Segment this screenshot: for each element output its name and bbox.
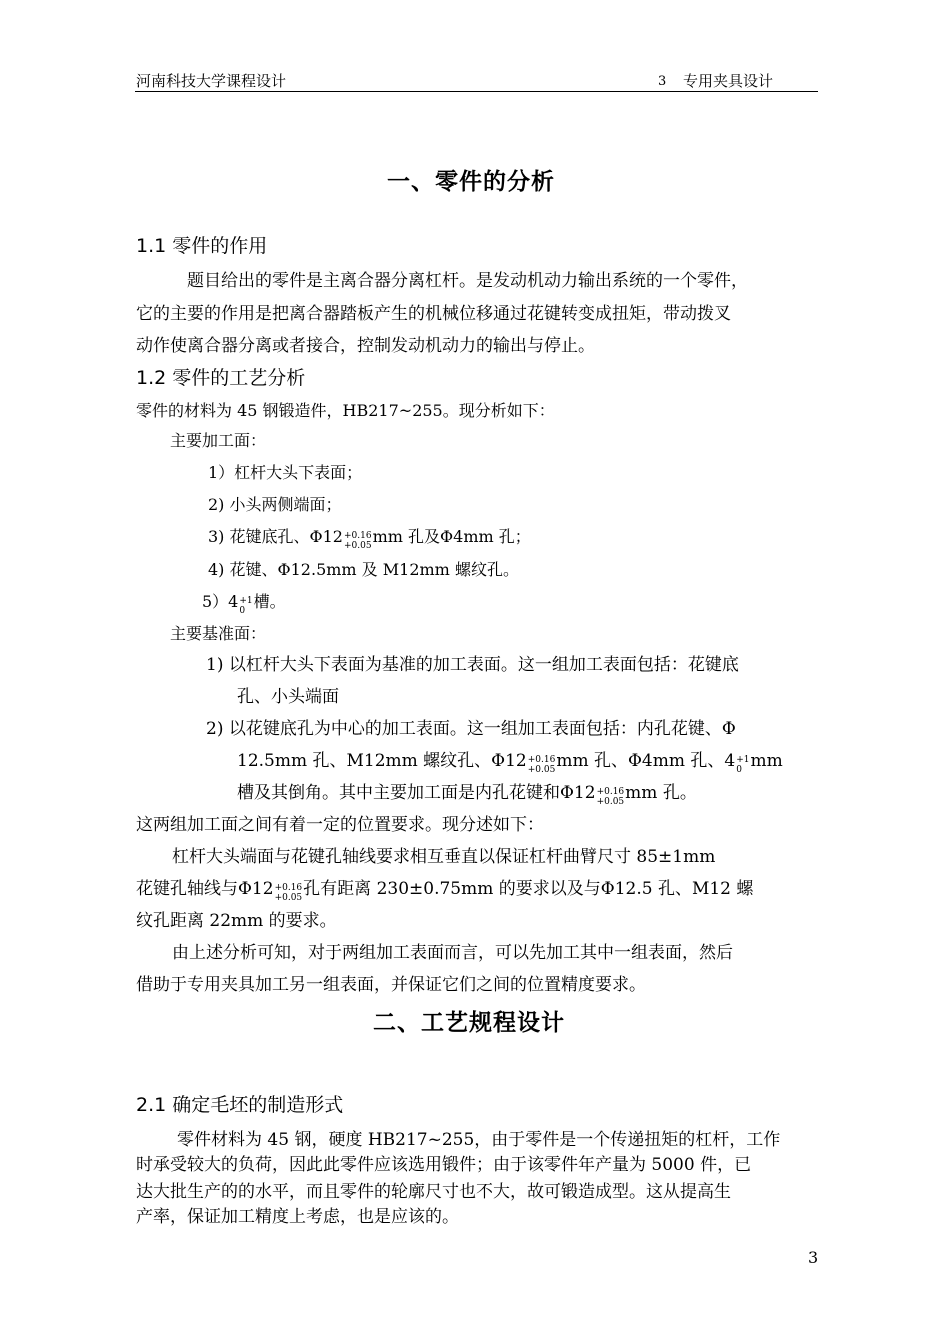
datum-2-text-c1: 槽及其倒角。其中主要加工面是内孔花键和Φ12 bbox=[237, 783, 596, 803]
s12-heading: 1.2 零件的工艺分析 bbox=[136, 367, 306, 389]
s21-line-3: 达大批生产的的水平，而且零件的轮廓尺寸也不大，故可锻造成型。这从提高生 bbox=[136, 1182, 731, 1202]
tol-upper: +0.16 bbox=[274, 882, 303, 893]
s21-heading: 2.1 确定毛坯的制造形式 bbox=[136, 1094, 344, 1116]
main-surfaces-label: 主要加工面： bbox=[170, 431, 267, 450]
tolerance-12 bbox=[597, 787, 625, 807]
item-5 bbox=[202, 587, 286, 617]
datum-2-text-b2: mm 孔、Φ4mm 孔、4 bbox=[556, 751, 736, 771]
requirement-3: 纹孔距离 22mm 的要求。 bbox=[136, 911, 337, 931]
requirement-1: 杠杆大头端面与花键孔轴线要求相互垂直以保证杠杆曲臂尺寸 85±1mm bbox=[172, 847, 716, 867]
s21-line-4: 产率，保证加工精度上考虑，也是应该的。 bbox=[136, 1207, 459, 1227]
tolerance-4 bbox=[736, 755, 749, 775]
item-3 bbox=[208, 522, 531, 552]
tol-upper: +0.16 bbox=[596, 786, 625, 797]
tolerance-12 bbox=[275, 883, 303, 903]
s11-line-3: 动作使离合器分离或者接合，控制发动机动力的输出与停止。 bbox=[136, 336, 595, 356]
tol-upper: +0.16 bbox=[344, 530, 372, 541]
tol-lower: +0.05 bbox=[596, 796, 625, 807]
position-requirement: 这两组加工面之间有着一定的位置要求。现分述如下： bbox=[136, 815, 544, 835]
tolerance-4 bbox=[239, 596, 252, 616]
datum-2-line-a: 2) 以花键底孔为中心的加工表面。这一组加工表面包括：内孔花键、Φ bbox=[206, 719, 736, 739]
s12-intro: 零件的材料为 45 钢锻造件，HB217~255。现分析如下： bbox=[136, 401, 555, 420]
tol-lower: +0.05 bbox=[274, 892, 303, 903]
requirement-2-text-a: 花键孔轴线与Φ12 bbox=[136, 879, 274, 899]
item-1: 1）杠杆大头下表面； bbox=[208, 463, 363, 482]
item-3-text-b: mm 孔及Φ4mm 孔； bbox=[372, 527, 531, 546]
item-2: 2) 小头两侧端面； bbox=[208, 495, 342, 514]
tol-lower: +0.05 bbox=[527, 764, 556, 775]
tol-lower: 0 bbox=[239, 605, 246, 616]
header-rule bbox=[135, 91, 818, 92]
datum-1-line-b: 孔、小头端面 bbox=[237, 687, 339, 707]
requirement-2-text-b: 孔有距离 230±0.75mm 的要求以及与Φ12.5 孔、M12 螺 bbox=[303, 879, 754, 899]
tol-lower: 0 bbox=[736, 764, 742, 775]
item-5-text-b: 槽。 bbox=[253, 592, 286, 611]
datum-2-text-b3: mm bbox=[750, 751, 783, 771]
item-3-text-a: 3) 花键底孔、Φ12 bbox=[208, 527, 343, 546]
item-4: 4) 花键、Φ12.5mm 及 M12mm 螺纹孔。 bbox=[208, 560, 519, 579]
datum-2-line-c bbox=[237, 778, 697, 808]
s11-heading: 1.1 零件的作用 bbox=[136, 235, 268, 257]
header-left: 河南科技大学课程设计 bbox=[136, 72, 287, 90]
item-5-text-a: 5）4 bbox=[202, 592, 239, 611]
tol-upper: +1 bbox=[239, 595, 253, 606]
s21-line-2: 时承受较大的负荷，因此此零件应该选用锻件；由于该零件年产量为 5000 件，已 bbox=[136, 1155, 752, 1175]
section1-title: 一、零件的分析 bbox=[387, 169, 555, 195]
conclusion-2: 借助于专用夹具加工另一组表面，并保证它们之间的位置精度要求。 bbox=[136, 975, 646, 995]
header-chapter-number: 3 bbox=[658, 74, 667, 89]
datum-2-line-b bbox=[237, 746, 783, 776]
s11-line-2: 它的主要的作用是把离合器踏板产生的机械位移通过花键转变成扭矩，带动拨叉 bbox=[136, 304, 731, 324]
conclusion-1: 由上述分析可知，对于两组加工表面而言，可以先加工其中一组表面，然后 bbox=[172, 943, 733, 963]
section2-title: 二、工艺规程设计 bbox=[373, 1010, 565, 1036]
tolerance-12 bbox=[344, 531, 372, 551]
datum-2-text-b1: 12.5mm 孔、M12mm 螺纹孔、Φ12 bbox=[237, 751, 527, 771]
tol-upper: +1 bbox=[736, 754, 750, 765]
datum-2-text-c2: mm 孔。 bbox=[625, 783, 697, 803]
tol-lower: +0.05 bbox=[344, 540, 372, 551]
requirement-2 bbox=[136, 874, 753, 904]
tolerance-12 bbox=[528, 755, 556, 775]
header-chapter-title: 专用夹具设计 bbox=[683, 72, 774, 90]
page-number: 3 bbox=[808, 1248, 819, 1267]
s21-line-1: 零件材料为 45 钢，硬度 HB217~255，由于零件是一个传递扭矩的杠杆，工作 bbox=[177, 1130, 781, 1150]
s11-line-1: 题目给出的零件是主离合器分离杠杆。是发动机动力输出系统的一个零件， bbox=[187, 271, 748, 291]
datum-1-line-a: 1) 以杠杆大头下表面为基准的加工表面。这一组加工表面包括：花键底 bbox=[206, 655, 739, 675]
datum-label: 主要基准面： bbox=[170, 624, 267, 643]
tol-upper: +0.16 bbox=[527, 754, 556, 765]
